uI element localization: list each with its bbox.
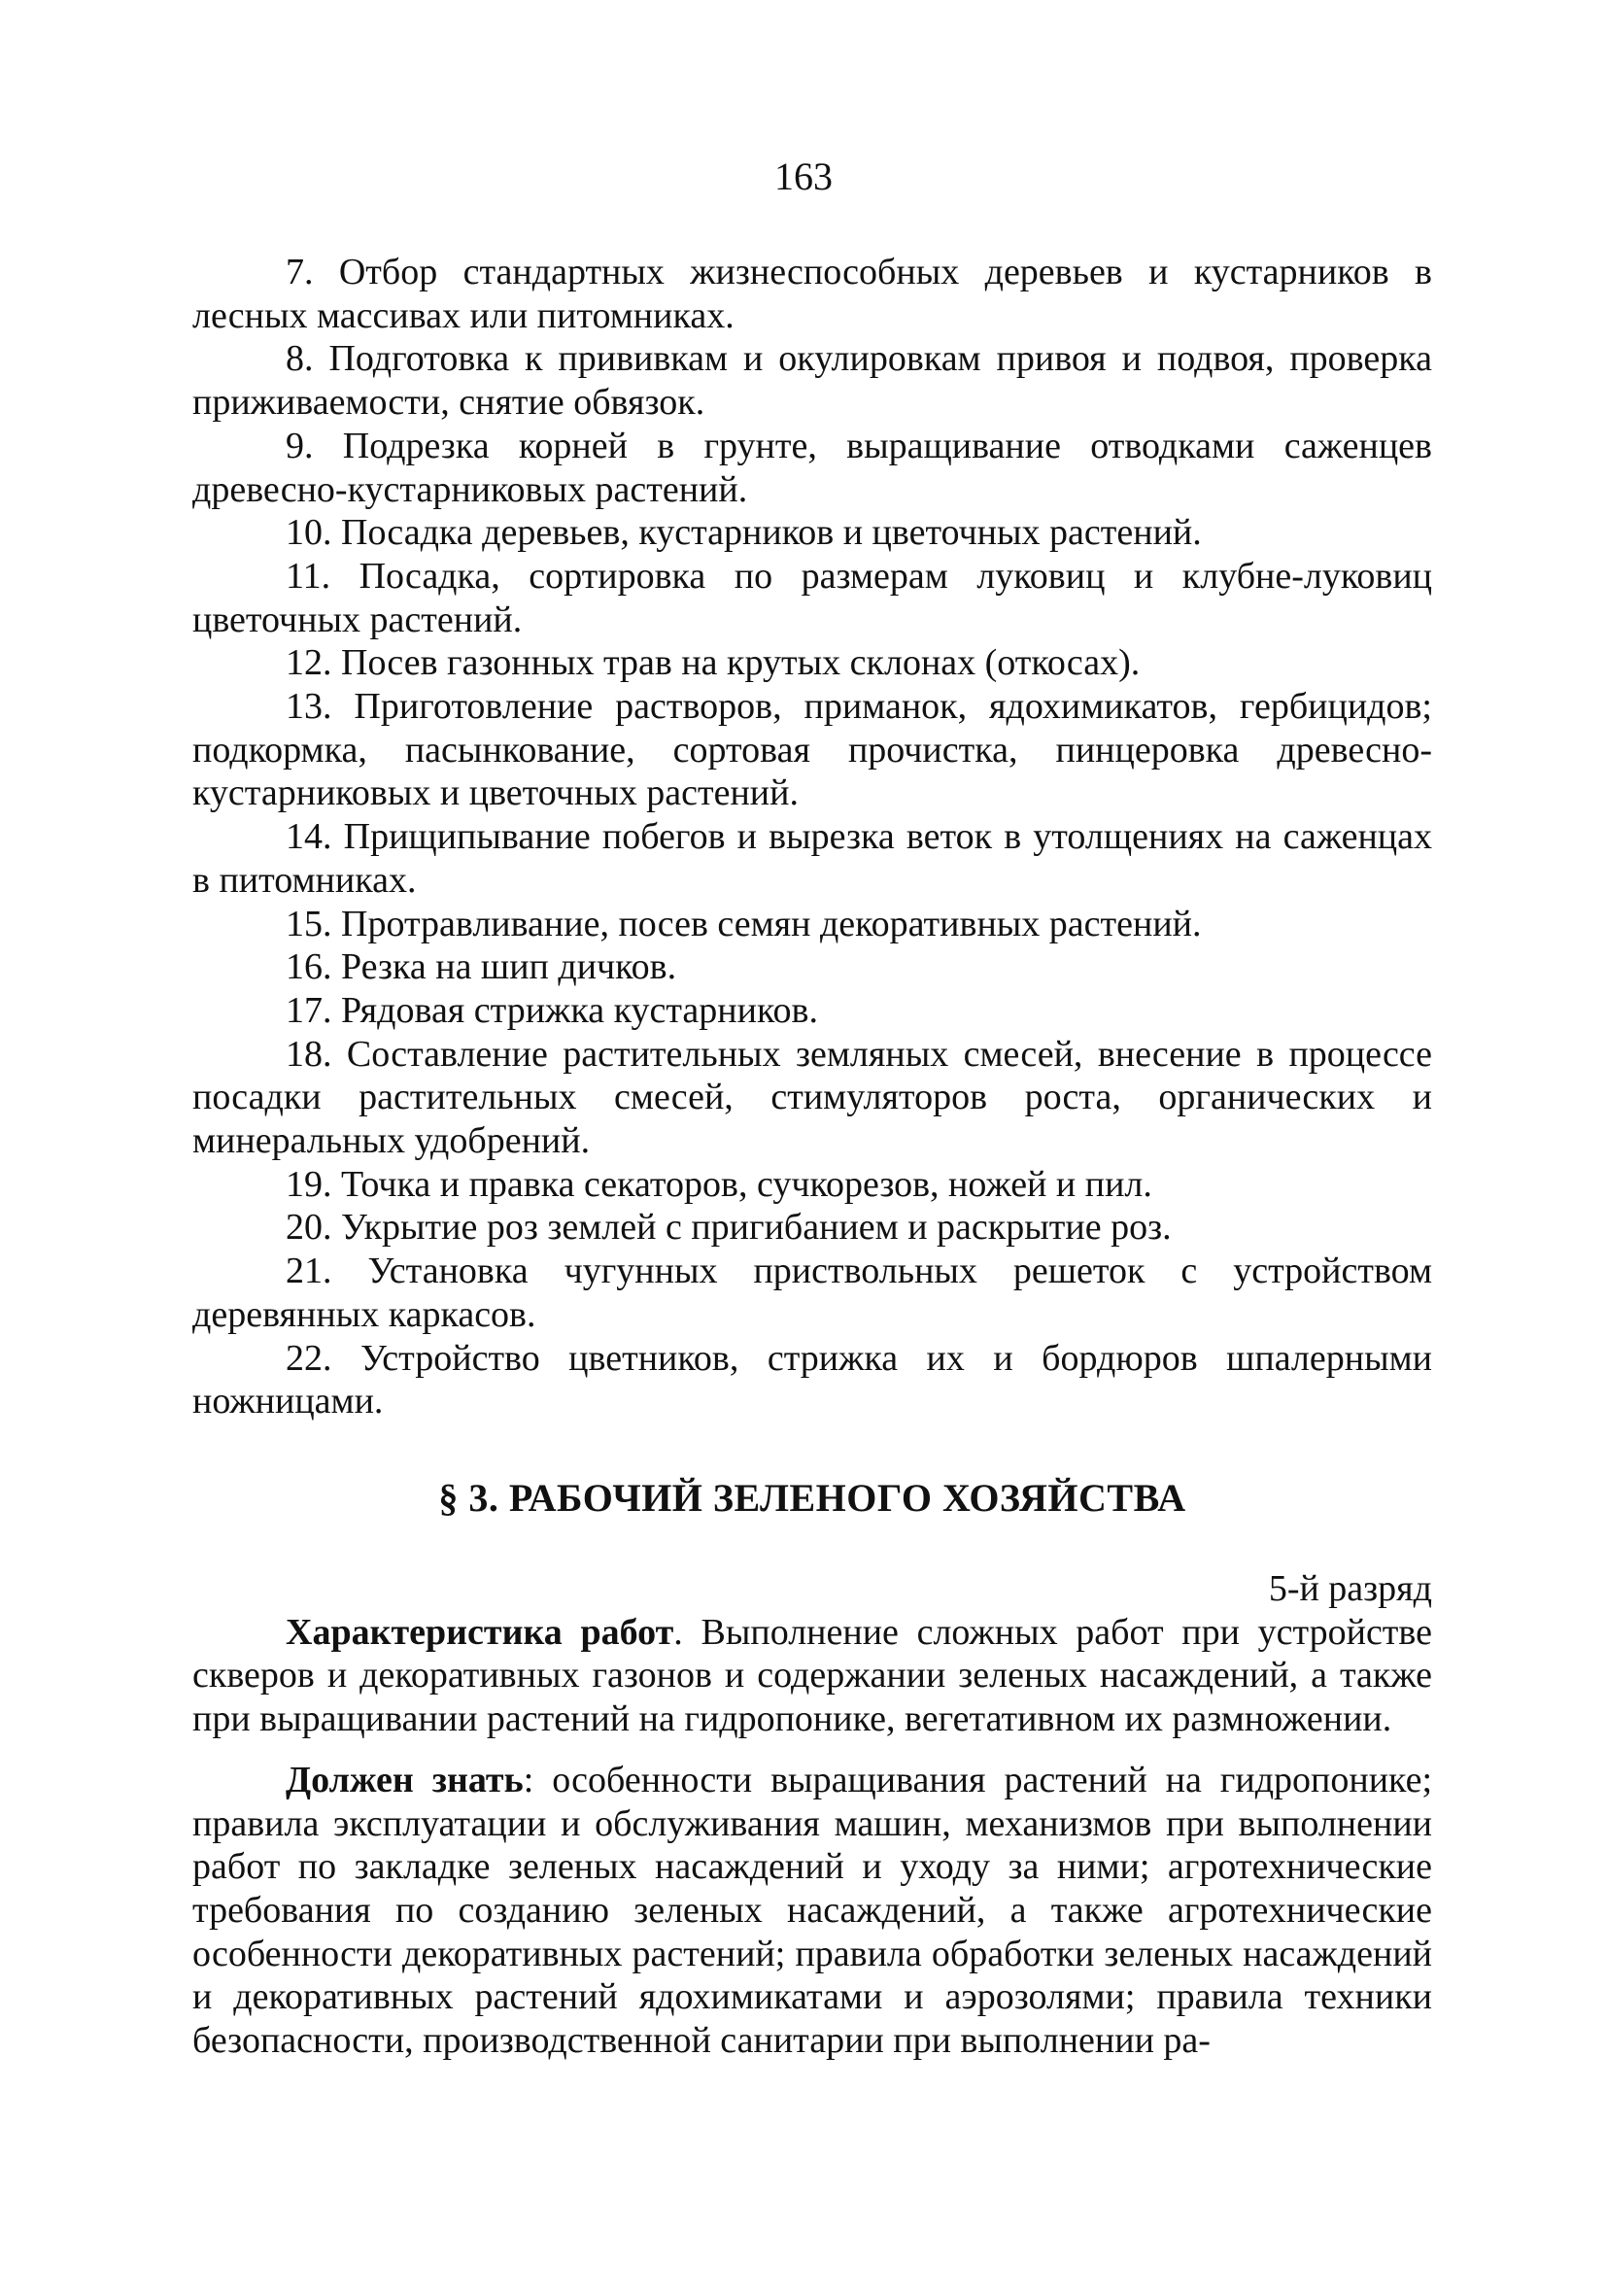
- grade-label: 5-й разряд: [1268, 1567, 1432, 1609]
- list-item-19: 19. Точка и правка секаторов, сучкорезов, ножей и пил.: [286, 1163, 1152, 1205]
- list-item-7: 7. Отбор стандартных жизнеспособных деревьев и кустарников в лесных массивах или питомниках.: [192, 252, 1432, 336]
- page-content: [192, 251, 1432, 2063]
- list-item-11: 11. Посадка, сортировка по размерам луковиц и клубне-луковиц цветочных растений.: [192, 555, 1432, 640]
- must-know-text: : особенности выращивания растений на гидропонике; правила эксплуатации и обслуживания машин, механизмов при выполнении работ по закладке зеленых насаждений и уходу за ними; агротехнические требования по созданию зеленых насаждений, а также агротехнические особенности декоративных растений; правила обработки зеленых насаждений и декоративных растений ядохимикатами и аэрозолями; правила техники безопасности, производственной санитарии при выполнении ра-: [192, 1759, 1433, 2062]
- list-item-14: 14. Прищипывание побегов и вырезка веток в утолщениях на саженцах в питомниках.: [192, 816, 1432, 901]
- list-item-10: 10. Посадка деревьев, кустарников и цветочных растений.: [286, 512, 1202, 554]
- list-item-16: 16. Резка на шип дичков.: [286, 946, 677, 988]
- list-item-12: 12. Посев газонных трав на крутых склонах (откосах).: [286, 642, 1141, 684]
- must-know-paragraph: [192, 1759, 1432, 2063]
- list-item-15: 15. Протравливание, посев семян декоративных растений.: [286, 903, 1202, 944]
- work-characteristics-term: Характеристика работ: [286, 1611, 674, 1653]
- list-item-22: 22. Устройство цветников, стрижка их и бордюров шпалерными ножницами.: [192, 1337, 1432, 1422]
- list-item-13: 13. Приготовление растворов, приманок, ядохимикатов, гербицидов; подкормка, пасынкование, сортовая прочистка, пинцеровка древесно-кустарниковых и цветочных растений.: [192, 686, 1432, 814]
- section-heading: § 3. РАБОЧИЙ ЗЕЛЕНОГО ХОЗЯЙСТВА: [438, 1475, 1186, 1520]
- list-item-8: 8. Подготовка к прививкам и окулировкам привоя и подвоя, проверка приживаемости, снятие обвязок.: [192, 338, 1432, 424]
- must-know-term: Должен знать: [286, 1759, 524, 1800]
- work-characteristics-text: . Выполнение сложных работ при устройстве скверов и декоративных газонов и содержании зеленых насаждений, а также при выращивании растений на гидропонике, вегетативном их размножении.: [192, 1611, 1432, 1740]
- list-item-21: 21. Установка чугунных приствольных решеток с устройством деревянных каркасов.: [192, 1251, 1432, 1335]
- list-item-9: 9. Подрезка корней в грунте, выращивание отводками саженцев древесно-кустарниковых растений.: [192, 425, 1432, 510]
- page-number: 163: [774, 154, 833, 198]
- list-item-18: 18. Составление растительных земляных смесей, внесение в процессе посадки растительных смесей, стимуляторов роста, органических и минеральных удобрений.: [192, 1033, 1432, 1162]
- list-item-17: 17. Рядовая стрижка кустарников.: [286, 989, 818, 1031]
- work-characteristics-paragraph: [192, 1611, 1432, 1741]
- list-item-20: 20. Укрытие роз землей с пригибанием и раскрытие роз.: [286, 1207, 1172, 1249]
